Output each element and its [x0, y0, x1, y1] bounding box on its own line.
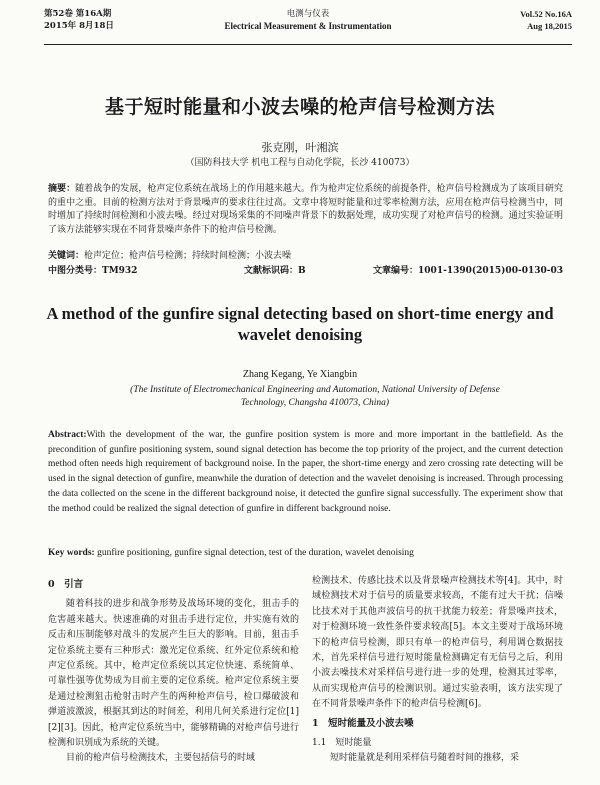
section-1-heading: 1 短时能量及小波去噪 [312, 717, 414, 729]
abstract-en-label: Abstract: [48, 430, 87, 440]
subsection-1-1-heading: 1.1 短时能量 [312, 738, 372, 749]
header-volume-cn: 第52卷 第16A期 [44, 9, 112, 19]
header-rule [44, 44, 572, 45]
keywords-cn-text: 枪声定位；枪声信号检测；持续时间检测；小波去噪 [84, 251, 292, 261]
abstract-cn [48, 183, 563, 237]
affiliation-en: (The Institute of Electromechanical Engineering and Automation, National University of Defense Technology, Changsha 410073, China) [130, 385, 500, 408]
abstract-en [48, 428, 563, 516]
abstract-cn-label: 摘要： [48, 184, 76, 194]
abstract-en-text: With the development of the war, the gunfire position system is more and more important in the battlefield. As the precondition of gunfire positioning system, sound signal detection has become the top priority of the project, and the current detection method often needs high requirement of background noise. In the paper, the short-time energy and zero crossing rate detecting will be used in the signal detection of gunfire, meanwhile the duration of detection and the wavelet denoising is increased. Through processing the data collected on the scene in the different background noise, it detected the gunfire signal successfully. The experiment show that the method could be realized the signal detection of gunfire in different background noise. [48, 430, 563, 514]
abstract-cn-text: 随着战争的发展，枪声定位系统在战场上的作用越来越大。作为枪声定位系统的前提条件，枪声信号检测成为了该项目研究的重中之重。目前的检测方法对于背景噪声的要求往往过高。文章中将短时能量和过零率检测方法，应用在枪声信号检测当中，同时增加了持续时间检测和小波去噪。经过对现场采集的不同噪声背景下的数据处理，成功实现了对枪声信号的检测。通过实验证明了该方法能够实现在不同背景噪声条件下的枪声信号检测。 [48, 184, 563, 235]
authors-en: Zhang Kegang, Ye Xiangbin [242, 369, 358, 380]
header-journal-cn: 电测与仪表 [286, 9, 330, 19]
intro-paragraph-2: 目前的枪声信号检测技术，主要包括信号的时域 [66, 753, 256, 764]
header-date-cn: 2015年 8月18日 [44, 21, 114, 31]
header-date-en: Aug 18,2015 [527, 21, 572, 31]
authors-cn: 张克刚，叶湘滨 [261, 141, 339, 154]
section-1-1-paragraph: 短时能量就是利用采样信号随着时间的推移，采 [330, 753, 520, 764]
keywords-cn-label: 关键词： [48, 251, 85, 261]
header-right [520, 8, 572, 32]
body-column-right [312, 574, 563, 767]
running-header [44, 8, 572, 44]
title-cn: 基于短时能量和小波去噪的枪声信号检测方法 [104, 96, 495, 118]
affiliation-cn: （国防科技大学 机电工程与自动化学院，长沙 410073） [185, 158, 415, 168]
intro-paragraph-continued: 检测技术、传感比技术以及背景噪声检测技术等[4]。其中，时域检测技术对于信号的质量要求较高，不能有过大干扰；信噪比技术对于其他声波信号的抗干扰能力较差；背景噪声技术，对于检测环境一致性条件要求较高[5]。本文主要对于战场环境下的枪声信号检测，即只有单一的枪声信号，利用调仓数据技术，首先采样信号进行短时能量检测确定有无信号之后，利用小波去噪技术对采样信号进行进一步的处理，检测其过零率，从而实现枪声信号的检测识别。通过实验表明，该方法实现了在不同背景噪声条件下的枪声信号检测[6]。 [312, 576, 563, 710]
clc-number: 中图分类号：TM932 [48, 266, 138, 276]
keywords-en-label: Key words: [48, 548, 95, 558]
article-number: 文章编号：1001-1390(2015)00-0130-03 [373, 266, 563, 276]
keywords-en [48, 547, 563, 560]
keywords-en-text: gunfire positioning, gunfire signal detection, test of the duration, wavelet denoising [97, 548, 414, 558]
keywords-cn [48, 250, 563, 263]
classification-line [48, 265, 563, 279]
header-journal [44, 8, 572, 32]
body-column-left [48, 574, 299, 767]
intro-paragraph-1: 随着科技的进步和战争形势及战场环境的变化，狙击手的危害越来越大。快速准确的对狙击手进行定位，并实施有效的反击和压制能够对战斗的发展产生巨大的影响。目前，狙击手定位系统主要有三种形式：激光定位系统、红外定位系统和枪声定位系统。其中，枪声定位系统以其定位快速、系统简单、可靠性强等优势成为目前主要的定位系统。枪声定位系统主要是通过检测狙击枪射击时产生的两种枪声信号，检口爆破波和弹道波激波，根据其到达的时间差，利用几何关系进行定位[1][2][3]。因此，枪声定位系统当中，能够精确的对枪声信号进行检测和识别成为系统的关键。 [48, 599, 299, 749]
header-journal-en: Electrical Measurement & Instrumentation [224, 21, 392, 31]
title-en: A method of the gunfire signal detecting based on short-time energy and wavelet denoising [46, 304, 554, 344]
section-0-heading: 0 引言 [48, 579, 84, 590]
header-volume-en: Vol.52 No.16A [520, 9, 572, 19]
doc-code: 文献标识码：B [244, 266, 306, 276]
